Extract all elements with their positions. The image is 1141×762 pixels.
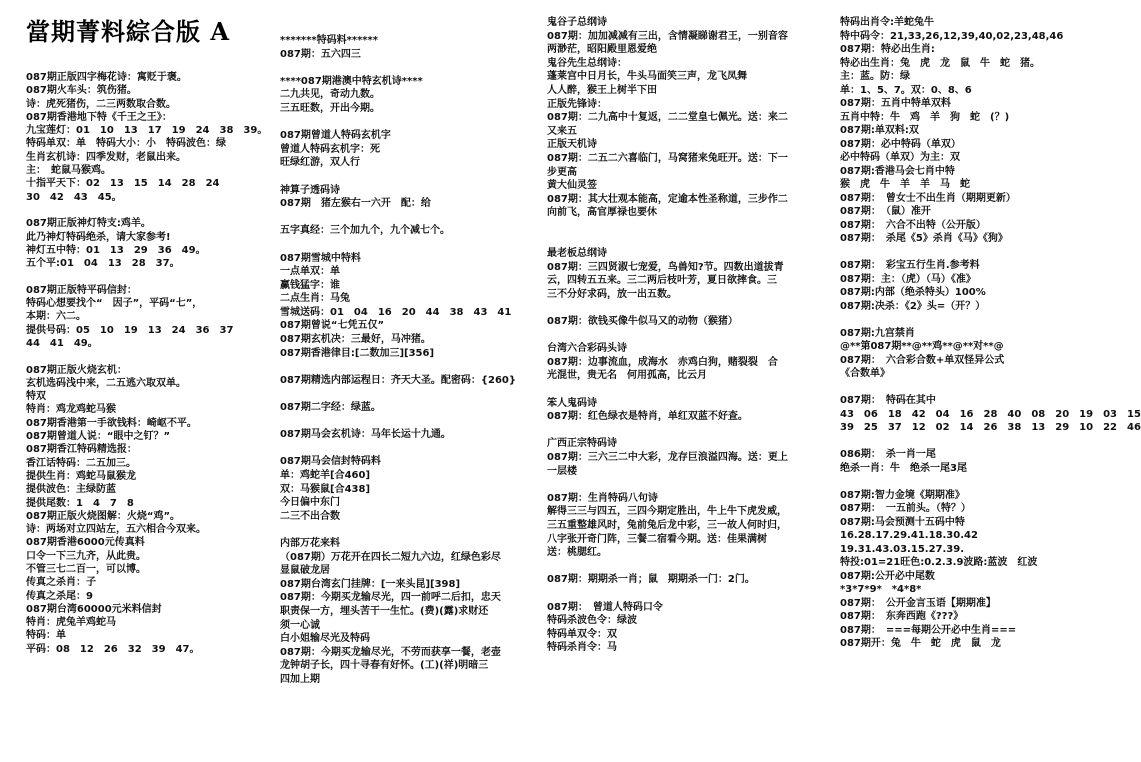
text-line: 须一心诚 xyxy=(280,619,320,631)
text-line: 特码杀波色令：绿波 xyxy=(547,615,637,627)
line-gap xyxy=(280,61,536,75)
text-line: 087期： ===每期公开必中生肖=== xyxy=(840,624,1017,636)
text-line: 087期：今期买龙输尽光，四一前呼二后扣，忠天 xyxy=(280,592,501,604)
text-line: 单：1、5、7。双：0、8、6 xyxy=(840,84,972,96)
text-line: 087期：其大壮观本能高，定逾本性圣称道，三步作二 xyxy=(547,193,788,205)
text-line: *3*7*9* *4*8* xyxy=(840,584,922,595)
line-gap xyxy=(840,381,1076,395)
column-4 xyxy=(840,0,1141,762)
text-line: 087期：必中特码（单双） xyxy=(840,138,961,150)
text-line: 087期： 东奔西跑《???》 xyxy=(840,611,964,622)
text-line: 十指平天下：02 13 15 14 28 24 xyxy=(26,178,220,190)
text-line: 最老板总纲诗 xyxy=(547,248,607,260)
text-line: 口令一下三九齐，从此贵。 xyxy=(26,550,146,562)
line-gap xyxy=(280,211,536,225)
line-gap xyxy=(26,270,268,283)
text-line: 087期玄机决：三最好，马冲猪。 xyxy=(280,334,431,346)
text-line: 提供号码：05 10 19 13 24 36 37 xyxy=(26,324,234,336)
text-line: 特肖：虎兔羊鸡蛇马 xyxy=(26,617,116,629)
text-line: 特码单双：单 特码大小：小 特码波色：绿 xyxy=(26,138,226,150)
line-gap xyxy=(280,442,536,456)
text-line: 087期： 彩宝五行生肖.参考料 xyxy=(840,260,980,271)
text-line: 五字真经：三个加九个，九个减七个。 xyxy=(280,225,450,237)
text-line: 神灯五中特：01 13 29 36 49。 xyxy=(26,244,206,256)
line-gap xyxy=(280,523,536,537)
text-line: 曾道人特码玄机字：死 xyxy=(280,143,380,155)
text-line: 《合数单》 xyxy=(840,368,890,379)
text-line: 087期火车头：筑伤猪。 xyxy=(26,85,137,97)
text-line: 087期:内部（绝杀特头）100% xyxy=(840,287,986,298)
text-line: 特码心想要找个“ 因子”，平码“七”， xyxy=(26,298,203,310)
text-line: 笨人鬼码诗 xyxy=(547,397,597,409)
text-line: 二点生肖：马兔 xyxy=(280,293,350,305)
text-line: 二九共见，奇动九数。 xyxy=(280,89,380,101)
text-line: 白小姐输尽光及特码 xyxy=(280,633,370,645)
text-line: 一层楼 xyxy=(547,465,577,477)
text-line: 玄机选码浅中来，二五逃六取双单。 xyxy=(26,377,186,389)
text-line: 087期马会玄机诗：马年长运十九通。 xyxy=(280,429,451,441)
text-line: 087期:九宫禁肖 xyxy=(840,327,915,339)
text-line: 主： 蛇鼠马猴鸡。 xyxy=(26,165,111,177)
text-line: 四加上期 xyxy=(280,673,320,685)
line-gap xyxy=(280,415,536,429)
text-line: 台湾六合彩码头诗 xyxy=(547,343,627,355)
column-3-lines xyxy=(547,16,831,655)
line-gap xyxy=(280,360,536,374)
text-line: 绝杀一肖：牛 绝杀一尾3尾 xyxy=(840,462,967,474)
text-line: 087期：生肖特码八句诗 xyxy=(547,492,658,504)
text-line: 本期：六二。 xyxy=(26,311,86,323)
column-2-lines xyxy=(280,34,536,687)
text-line: 双：马猴鼠[合438] xyxy=(280,483,371,495)
column-1 xyxy=(26,0,268,762)
text-line: 087期台湾玄门挂牌：[一来头昆][398] xyxy=(280,578,461,590)
column-3 xyxy=(547,0,831,762)
text-line: 087期正版火烧图解：火烧“鸡”。 xyxy=(26,510,181,522)
text-line: 广西正宗特码诗 xyxy=(547,438,617,450)
text-line: 087期马会信封特码料 xyxy=(280,456,381,468)
column-1-lines xyxy=(26,71,268,656)
text-line: 087期： 六合不出特（公开版） xyxy=(840,219,986,231)
text-line: 087期雪城中特料 xyxy=(280,252,361,264)
line-gap xyxy=(26,350,268,363)
text-line: 诗：虎死猪伤，二三两数取合数。 xyxy=(26,98,176,110)
text-line: 16.28.17.29.41.18.30.42 xyxy=(840,530,978,541)
text-line: 诗：两场对立四站左，五六相合今双来。 xyxy=(26,524,206,536)
text-line: 43 06 18 42 04 16 28 40 08 20 19 03 15 xyxy=(840,408,1141,420)
line-gap xyxy=(280,116,536,130)
text-line: 087期：五肖中特单双料 xyxy=(840,98,951,109)
text-line: 087期正版火烧玄机： xyxy=(26,364,127,376)
text-line: 龙钟胡子长，四十寻春有好怀。(工)(祥)明暗三 xyxy=(280,660,489,672)
line-gap xyxy=(280,238,536,252)
text-line: 五个平:01 04 13 28 37。 xyxy=(26,258,180,270)
text-line: 087期： （鼠）准开 xyxy=(840,206,931,217)
line-gap xyxy=(840,475,1076,489)
text-line: 必中特码（单双）为主：双 xyxy=(840,152,960,163)
text-line: 提供生肖：鸡蛇马鼠猴龙 xyxy=(26,470,136,482)
text-line: 送：桃腮红。 xyxy=(547,547,607,559)
text-line: 087期:香港马会七肖中特 xyxy=(840,165,955,177)
text-line: 特中码令：21,33,26,12,39,40,02,23,48,46 xyxy=(840,30,1064,42)
text-line: 087期台湾60000元米料信封 xyxy=(26,603,162,615)
text-line: 087期： 六合彩合数+单双怪异公式 xyxy=(840,354,1005,366)
text-line: 平码：08 12 26 32 39 47。 xyxy=(26,643,200,655)
text-line: 特码杀肖令：马 xyxy=(547,642,617,654)
text-line: 39 25 37 12 02 14 26 38 13 29 10 22 46 xyxy=(840,422,1141,433)
text-line: 赢钱猛字：谁 xyxy=(280,279,340,291)
line-gap xyxy=(547,560,831,574)
line-gap xyxy=(547,587,831,601)
text-line: 087期：欲钱买像牛似马又的动物（猴猪） xyxy=(547,316,738,328)
text-line: 087期： 曾女士不出生肖（期期更新） xyxy=(840,192,1016,204)
text-line: 解得三三与四五，三四今期定胜出，牛上牛下虎发威， xyxy=(547,506,787,518)
text-line: 087期： 特码在其中 xyxy=(840,395,936,406)
text-line: 黄大仙灵签 xyxy=(547,180,597,192)
line-gap xyxy=(280,387,536,401)
text-line: 特码：单 xyxy=(26,630,66,642)
text-line: 087期香港律目:[二数加三][356] xyxy=(280,347,435,359)
text-line: 087期：二九高中十复返，二二堂皇七佩光。送：来二 xyxy=(547,112,788,124)
text-line: 087期：期期杀一肖；鼠 期期杀一门：2门。 xyxy=(547,574,755,586)
text-line: 正版天机诗 xyxy=(547,139,597,151)
text-line: 087期正版四字梅花诗：寓贬于褒。 xyxy=(26,72,187,83)
text-line: 特必出生肖：兔 虎 龙 鼠 牛 蛇 猪。 xyxy=(840,57,1040,69)
column-2 xyxy=(280,0,536,762)
text-line: 鬼谷先生总纲诗： xyxy=(547,57,627,69)
text-line: 087期正版神灯特支:鸡羊。 xyxy=(26,218,151,230)
text-line: 传真之杀肖：子 xyxy=(26,577,96,589)
text-line: 087期： 公开金言玉语【期期准】 xyxy=(840,597,996,609)
text-line: 主：蓝。防：绿 xyxy=(840,71,910,82)
text-line: 单：鸡蛇羊[合460] xyxy=(280,470,371,481)
text-line: 传真之杀尾：9 xyxy=(26,590,93,602)
text-line: 087期： 杀尾《5》杀肖《马》《狗》 xyxy=(840,233,1008,244)
line-gap xyxy=(547,234,831,248)
line-gap xyxy=(840,313,1076,327)
text-line: 087期 猪左猴右一六开 配：给 xyxy=(280,198,431,210)
text-line: 44 41 49。 xyxy=(26,337,98,349)
text-line: 职责保一方，埋头苦干一生忙。(费)(露)求财还 xyxy=(280,605,489,617)
text-line: 不管三七二百一，可以博。 xyxy=(26,563,146,575)
line-gap xyxy=(547,220,831,234)
line-gap xyxy=(547,329,831,343)
text-line: 特双 xyxy=(26,391,46,403)
text-line: 鬼谷子总纲诗 xyxy=(547,17,607,28)
text-line: 光混世，贵无名 何用孤高，比云月 xyxy=(547,370,707,382)
text-line: 又来五 xyxy=(547,125,577,137)
text-line: 087期：今期买龙输尽光，不劳而获享一餐，老壶 xyxy=(280,646,501,658)
text-line: 30 42 43 45。 xyxy=(26,191,122,203)
line-gap xyxy=(547,383,831,397)
text-line: 087期:马会预测十五码中特 xyxy=(840,516,965,528)
text-line: @**第087期**@**鸡**@**对**@ xyxy=(840,341,1004,352)
text-line: 旺绿红游，双人行 xyxy=(280,157,360,169)
text-line: 087期香港第一手欲钱料：崎岖不平。 xyxy=(26,417,197,429)
text-line: 087期曾道人特码玄机字 xyxy=(280,130,391,142)
text-line: 特肖：鸡龙鸡蛇马猴 xyxy=(26,404,116,416)
text-line: 两渺茫，昭阳殿里恩爱绝 xyxy=(547,44,657,56)
text-line: 一点单双：单 xyxy=(280,266,340,278)
text-line: 087期二字经：绿蓝。 xyxy=(280,402,381,414)
text-line: 087期:决杀：《2》头=（开？） xyxy=(840,300,986,312)
text-line: 神算子透码诗 xyxy=(280,184,340,196)
text-line: 087期:智力金境《期期准》 xyxy=(840,489,965,501)
page-title: 當期菁料綜合版 A xyxy=(26,17,230,46)
text-line: 087期：二五二六喜临门，马窝猪来兔旺开。送：下一 xyxy=(547,152,788,164)
text-line: 087期正版特平码信封： xyxy=(26,284,137,296)
text-line: 087期： 曾道人特码口令 xyxy=(547,601,663,613)
line-gap xyxy=(547,424,831,438)
text-line: 087期香江特码精选报： xyxy=(26,444,137,456)
line-gap xyxy=(26,204,268,217)
text-line: 特码出肖令:羊蛇兔牛 xyxy=(840,17,934,28)
text-line: 云，四转五五来。三二两后枝叶芳，夏日欲摔食。三 xyxy=(547,275,777,287)
text-line: 087期：边事流血，成海水 赤鸡白狗，赌裂裂 合 xyxy=(547,356,778,368)
text-line: 三五重整雄风时，兔前兔后龙中彩，三一故人何时归， xyxy=(547,519,787,531)
text-line: （087期）万花开在四长二短九六边，红绿色彩尽 xyxy=(280,551,501,563)
text-line: 提供波色：主绿防蓝 xyxy=(26,484,116,496)
text-line: 087期精选内部运程日：齐天大圣。配密码：{260} xyxy=(280,374,516,386)
text-line: 雪城送码：01 04 16 20 44 38 43 41 xyxy=(280,306,512,318)
text-line: 086期： 杀一肖一尾 xyxy=(840,449,936,460)
text-line: 九宝莲灯：01 10 13 17 19 24 38 39。 xyxy=(26,125,268,137)
text-line: 087期:公开必中尾数 xyxy=(840,570,935,582)
line-gap xyxy=(547,301,831,315)
column-4-lines xyxy=(840,16,1141,651)
text-line: 087期开：兔 牛 蛇 虎 鼠 龙 xyxy=(840,638,1001,649)
text-line: 二三不出合数 xyxy=(280,510,340,522)
line-gap xyxy=(840,246,1076,260)
text-line: 正版先锋诗： xyxy=(547,98,607,110)
text-line: 三五旺数，开出今期。 xyxy=(280,102,380,114)
text-line: 人人醉，猴王上树半下田 xyxy=(547,84,657,96)
text-line: 087期：三六三二中大彩，龙存巨浪溢四海。送：更上 xyxy=(547,452,788,463)
text-line: 生肖玄机诗：四季发财，老鼠出来。 xyxy=(26,151,186,163)
text-line: 087期：主：（虎）（马）《准》 xyxy=(840,273,976,285)
text-line: 087期曾说“七凭五仅” xyxy=(280,320,385,332)
text-line: 087期香港地下特《千王之王》： xyxy=(26,111,172,123)
text-line: 提供尾数：1 4 7 8 xyxy=(26,497,134,509)
text-line: 此乃神灯特码绝杀，请大家参考! xyxy=(26,231,171,243)
line-gap xyxy=(280,170,536,184)
text-line: 087期：五六四三 xyxy=(280,48,361,60)
text-line: 八字张开奇门阵，三餐二宿看今期。送：佳果满树 xyxy=(547,533,767,545)
text-line: *******特码料****** xyxy=(280,35,378,46)
text-line: 显鼠破龙居 xyxy=(280,565,330,577)
line-gap xyxy=(547,478,831,492)
line-gap xyxy=(840,435,1076,449)
text-line: 蓬莱宫中日月长，牛头马面笑三声，龙飞凤舞 xyxy=(547,71,747,83)
text-line: 特码单双令：双 xyxy=(547,628,617,640)
text-line: 19.31.43.03.15.27.39. xyxy=(840,543,965,555)
text-line: 087期曾道人说：“眼中之钉？” xyxy=(26,431,171,443)
text-line: 087期： 一五前头。（特？） xyxy=(840,503,971,514)
text-line: 今日偏中东门 xyxy=(280,497,340,509)
text-line: 猴 虎 牛 羊 羊 马 蛇 xyxy=(840,179,970,190)
text-line: 三不分好求码，放一出五数。 xyxy=(547,288,677,300)
text-line: 087期：加加减减有三出，含情凝睇谢君王，一别音容 xyxy=(547,30,788,42)
text-line: 五肖中特：牛 鸡 羊 狗 蛇 (？) xyxy=(840,111,1010,123)
text-line: 087期香港6000元传真料 xyxy=(26,537,145,549)
text-line: 步更高 xyxy=(547,166,577,178)
text-line: 087期：红色绿衣是特肖，单红双蓝不好查。 xyxy=(547,411,748,423)
text-line: 特投:01=21旺色:0.2.3.9波路:蓝波 红波 xyxy=(840,557,1038,568)
text-line: 087期：特必出生肖: xyxy=(840,44,935,55)
text-line: 内部万花来料 xyxy=(280,537,340,549)
text-line: 087期：三四贤淑七宠爱，鸟兽知?节。四数出道拔青 xyxy=(547,261,784,273)
text-line: ****087期港澳中特玄机诗**** xyxy=(280,75,423,87)
text-line: 087期:单双料:双 xyxy=(840,125,919,136)
text-line: 香江话特码：二五加三。 xyxy=(26,457,136,469)
text-line: 向前飞，高官厚禄也要休 xyxy=(547,207,657,219)
